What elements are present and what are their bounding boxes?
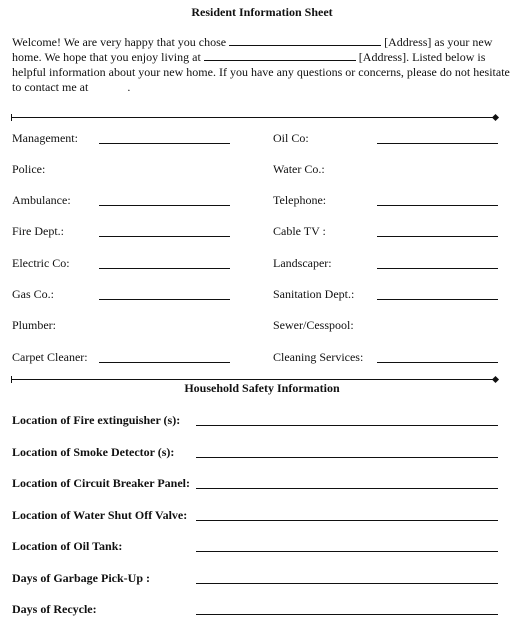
safety-field-location-of-oil-tank[interactable] (196, 551, 498, 552)
safety-field-location-of-circuit-breaker-panel[interactable] (196, 488, 498, 489)
contact-field-carpet-cleaner[interactable] (99, 362, 230, 363)
contact-field-oil-co[interactable] (377, 143, 498, 144)
contact-field-telephone[interactable] (377, 205, 498, 206)
safety-field-days-of-garbage-pick-up[interactable] (196, 583, 498, 584)
contact-label-fire-dept: Fire Dept.: (12, 224, 64, 238)
contact-label-cleaning-services: Cleaning Services: (273, 350, 364, 364)
safety-label-location-of-fire-extinguisher-s: Location of Fire extinguisher (s): (12, 413, 181, 427)
contact-field-cleaning-services[interactable] (377, 362, 498, 363)
safety-section-title: Household Safety Information (184, 381, 340, 395)
contact-label-electric-co: Electric Co: (12, 256, 70, 270)
contact-field-fire-dept[interactable] (99, 236, 230, 237)
contact-label-cable-tv: Cable TV : (273, 224, 326, 238)
contact-blank[interactable] (91, 80, 127, 91)
contact-label-landscaper: Landscaper: (273, 256, 332, 270)
safety-label-location-of-water-shut-off-valve: Location of Water Shut Off Valve: (12, 508, 188, 522)
intro-paragraph (12, 35, 517, 95)
contact-field-electric-co[interactable] (99, 268, 230, 269)
contact-label-sewer-cesspool: Sewer/Cesspool: (273, 318, 354, 332)
top-divider-diamond (492, 114, 499, 121)
contact-field-cable-tv[interactable] (377, 236, 498, 237)
contact-label-sanitation-dept: Sanitation Dept.: (273, 287, 355, 301)
contact-field-gas-co[interactable] (99, 299, 230, 300)
top-divider (12, 117, 496, 118)
contact-label-management: Management: (12, 131, 78, 145)
contact-label-gas-co: Gas Co.: (12, 287, 54, 301)
contact-label-telephone: Telephone: (273, 193, 327, 207)
address-blank-2[interactable] (204, 50, 356, 61)
contact-label-oil-co: Oil Co: (273, 131, 309, 145)
safety-field-location-of-water-shut-off-valve[interactable] (196, 520, 498, 521)
safety-field-days-of-recycle[interactable] (196, 614, 498, 615)
contact-field-management[interactable] (99, 143, 230, 144)
contact-label-ambulance: Ambulance: (12, 193, 71, 207)
contact-label-plumber: Plumber: (12, 318, 56, 332)
top-divider-left-tick (11, 114, 12, 121)
intro-text-1: Welcome! We are very happy that you chose (12, 35, 227, 49)
contact-field-ambulance[interactable] (99, 205, 230, 206)
safety-label-days-of-garbage-pick-up: Days of Garbage Pick-Up : (12, 571, 150, 585)
contact-label-police: Police: (12, 162, 46, 176)
safety-label-location-of-smoke-detector-s: Location of Smoke Detector (s): (12, 445, 175, 459)
safety-field-location-of-fire-extinguisher-s[interactable] (196, 425, 498, 426)
intro-text-3: [Address]. Listed below is helpful information about your new home. If you have any questions or concerns, please do not hesitate to contact me at (12, 50, 510, 94)
safety-field-location-of-smoke-detector-s[interactable] (196, 457, 498, 458)
address-blank-1[interactable] (229, 35, 381, 46)
contact-label-water-co: Water Co.: (273, 162, 325, 176)
safety-label-location-of-circuit-breaker-panel: Location of Circuit Breaker Panel: (12, 476, 190, 490)
middle-divider (12, 379, 496, 380)
safety-label-location-of-oil-tank: Location of Oil Tank: (12, 539, 123, 553)
page-title: Resident Information Sheet (191, 5, 333, 19)
contact-field-sanitation-dept[interactable] (377, 299, 498, 300)
contact-field-landscaper[interactable] (377, 268, 498, 269)
safety-label-days-of-recycle: Days of Recycle: (12, 602, 97, 616)
contact-label-carpet-cleaner: Carpet Cleaner: (12, 350, 88, 364)
intro-text-2: [Address] as your new home. We hope that you enjoy living at (12, 35, 493, 64)
intro-text-4: . (127, 80, 131, 94)
